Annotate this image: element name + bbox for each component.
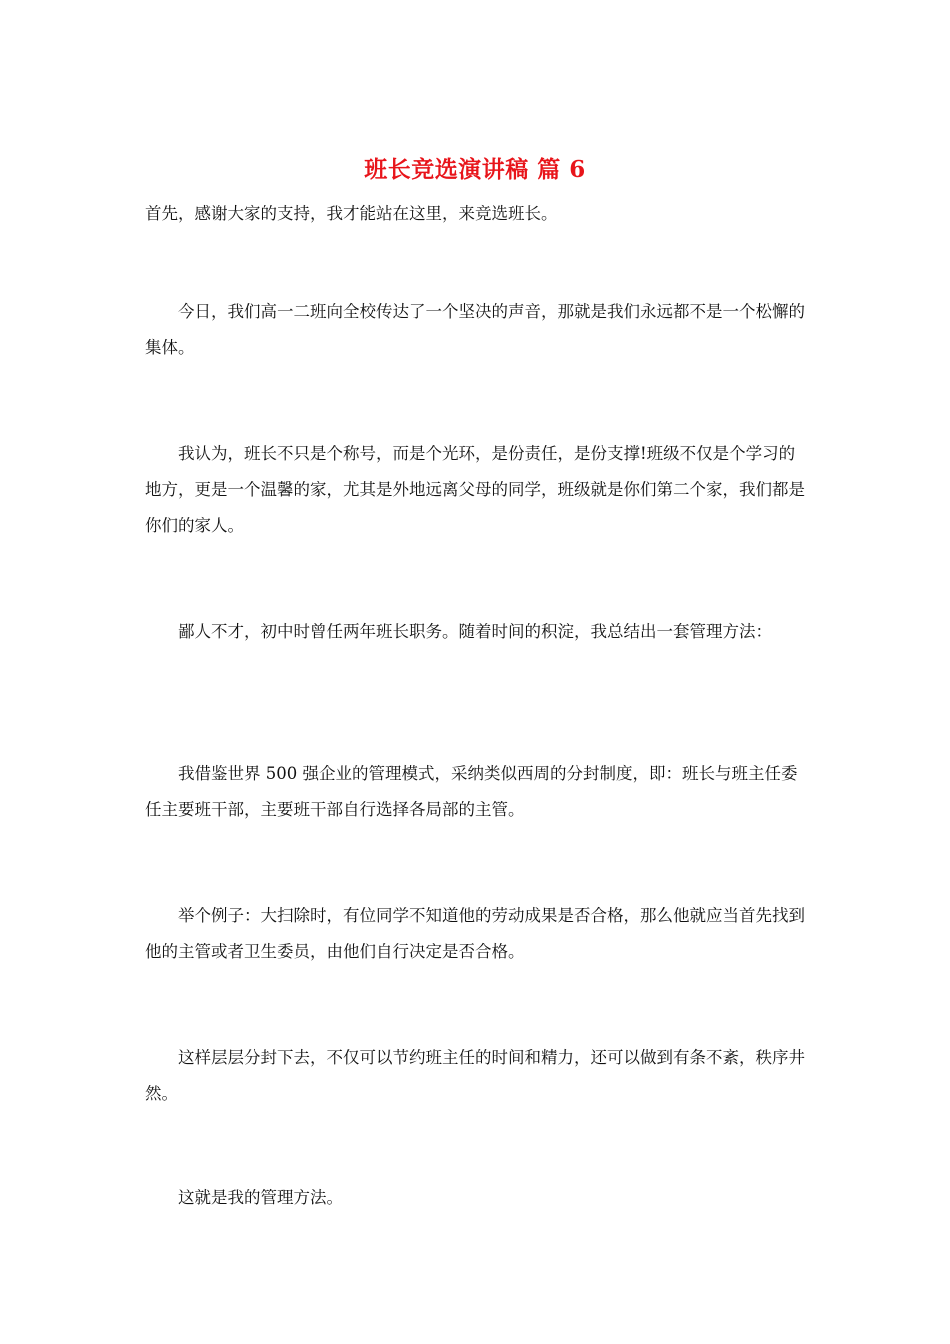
paragraph-1: 首先，感谢大家的支持，我才能站在这里，来竞选班长。 <box>145 204 558 223</box>
paragraph-4: 鄙人不才，初中时曾任两年班长职务。随着时间的积淀，我总结出一套管理方法： <box>178 622 772 641</box>
paragraph-8: 这就是我的管理方法。 <box>178 1188 343 1207</box>
paragraph-3: 我认为，班长不只是个称号，而是个光环，是份责任，是份支撑!班级不仅是个学习的地方，更是一个温馨的家，尤其是外地远离父母的同学，班级就是你们第二个家，我们都是你们的家人。 <box>145 444 805 535</box>
paragraph-5: 我借鉴世界 500 强企业的管理模式，采纳类似西周的分封制度，即：班长与班主任委任主要班干部，主要班干部自行选择各局部的主管。 <box>145 764 798 819</box>
paragraph-7: 这样层层分封下去，不仅可以节约班主任的时间和精力，还可以做到有条不紊，秩序井然。 <box>145 1048 805 1103</box>
paragraph-6: 举个例子：大扫除时，有位同学不知道他的劳动成果是否合格，那么他就应当首先找到他的主管或者卫生委员，由他们自行决定是否合格。 <box>145 906 805 961</box>
document-title: 班长竞选演讲稿 篇 6 <box>364 156 586 183</box>
paragraph-2: 今日，我们高一二班向全校传达了一个坚决的声音，那就是我们永远都不是一个松懈的集体。 <box>145 302 805 357</box>
